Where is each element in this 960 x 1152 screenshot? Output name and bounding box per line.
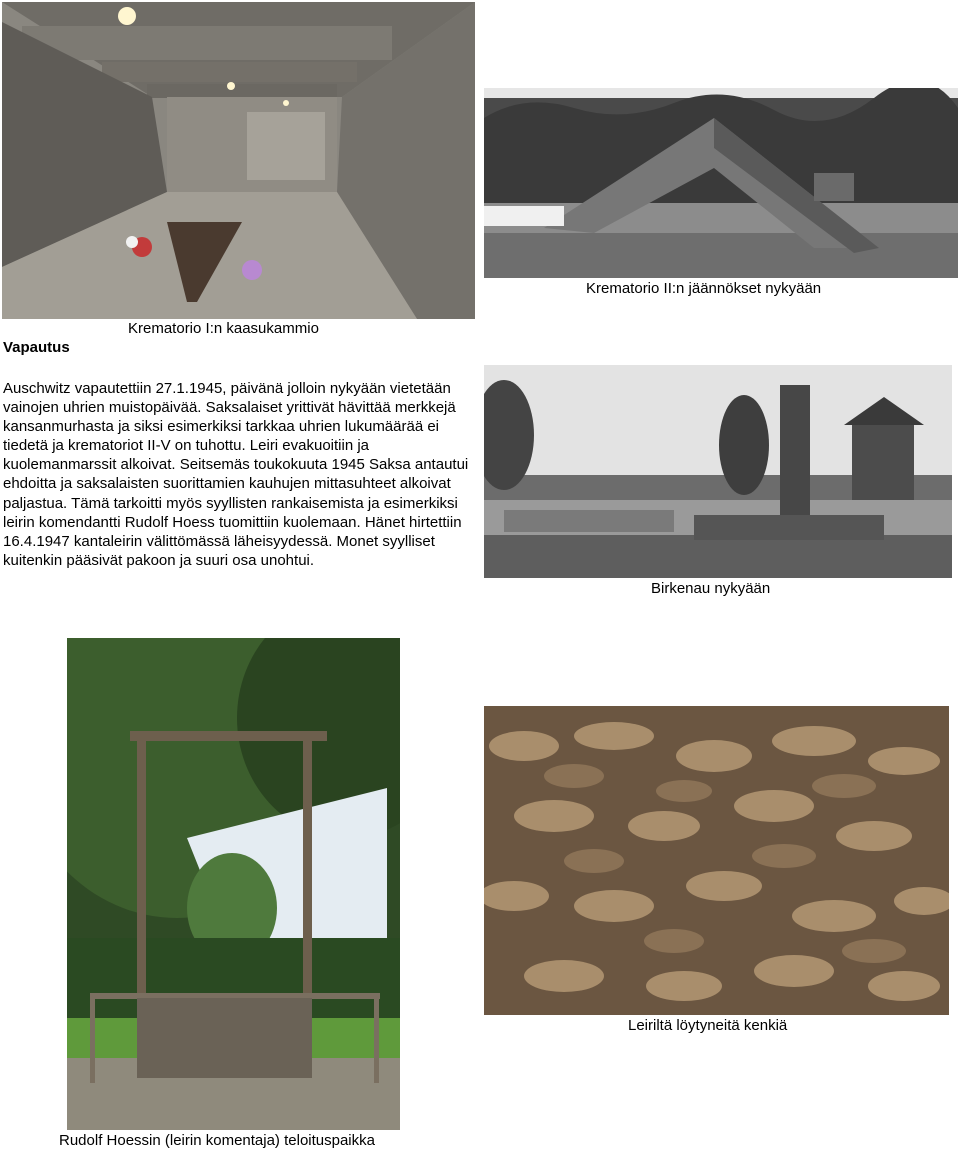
shoes-photo (484, 706, 949, 1015)
gas-chamber-photo (2, 2, 475, 319)
krematorio-ii-photo (484, 88, 958, 278)
gallows-photo (67, 638, 400, 1130)
section-body-text: Auschwitz vapautettiin 27.1.1945, päivänä jolloin nykyään vietetään vainojen uhrien muistopäivää. Saksalaiset yrittivät hävittää merkkejä kansanmurhasta ja siksi esimerkiksi tarkkaa uhrien lukumäärää ei tiedetä ja krematoriot II-V on tuhottu. Leiri evakuoitiin ja kuolemanmarssit alkoivat. Seitsemäs toukokuuta 1945 Saksa antautui ehdoitta ja saksalaisten suorittamien kauhujen mittasuhteet alkoivat paljastua. Tämä tarkoitti myös syyllisten rankaisemista ja esimerkiksi leirin komendantti Rudolf Hoess tuomittiin kuolemaan. Hänet hirtettiin 16.4.1947 kantaleirin välittömässä läheisyydessä. Monet syylliset kuitenkin pääsivät pakoon ja suuri osa unohtui. (3, 380, 469, 569)
birkenau-caption: Birkenau nykyään (651, 580, 771, 597)
krematorio-ii-caption: Krematorio II:n jäännökset nykyään (586, 280, 822, 297)
shoes-caption: Leiriltä löytyneitä kenkiä (628, 1017, 788, 1034)
birkenau-photo (484, 365, 952, 578)
section-title: Vapautus (3, 339, 70, 356)
gallows-caption: Rudolf Hoessin (leirin komentaja) teloituspaikka (59, 1132, 375, 1149)
gas-chamber-caption: Krematorio I:n kaasukammio (128, 320, 319, 337)
